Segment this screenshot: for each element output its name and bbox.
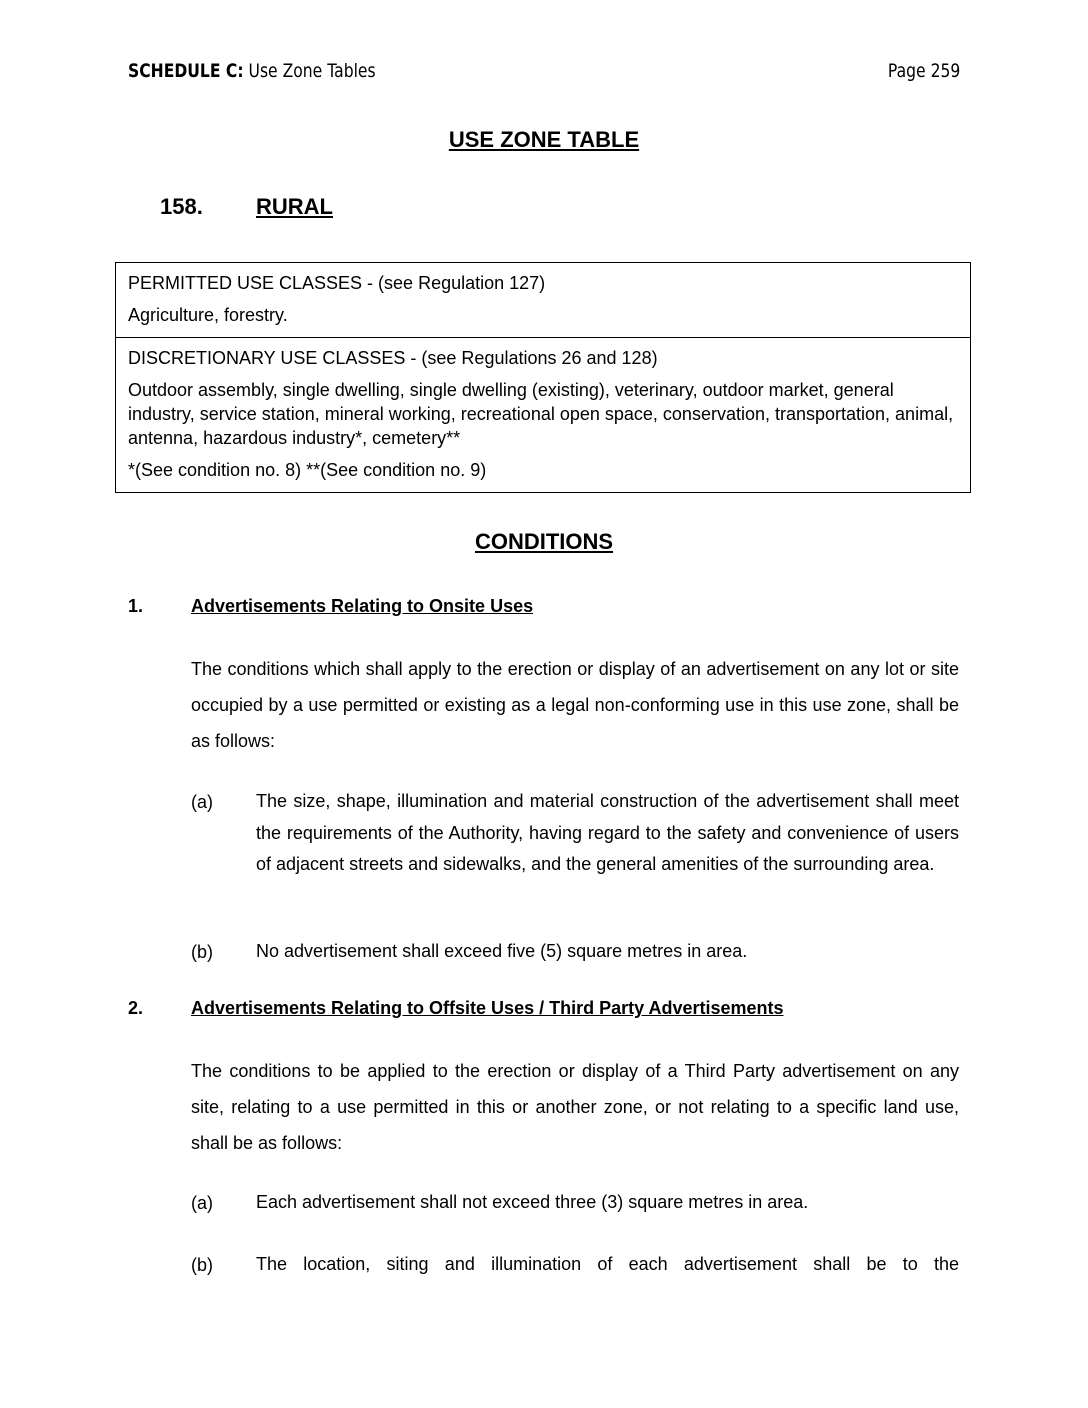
section-number: 158. bbox=[160, 194, 203, 219]
item-label: (a) bbox=[191, 792, 213, 812]
page-number: Page 259 bbox=[887, 60, 960, 82]
schedule-title: Use Zone Tables bbox=[248, 60, 376, 82]
condition-intro: The conditions to be applied to the erection or display of a Third Party advertisement on any site, relating to a use permitted in this or another zone, or not relating to a specific land use, shall be as follows: bbox=[191, 1061, 959, 1153]
condition-number: 2. bbox=[128, 998, 144, 1018]
item-text: The location, siting and illumination of each advertisement shall be to the bbox=[256, 1254, 959, 1274]
page-title-text: USE ZONE TABLE bbox=[448, 127, 640, 152]
condition-number: 1. bbox=[128, 596, 144, 616]
discretionary-text: Outdoor assembly, single dwelling, single dwelling (existing), veterinary, outdoor market, general industry, service station, mineral working, recreational open space, conservation, transportation, animal, antenna, hazardous industry*, cemetery** bbox=[128, 380, 954, 448]
discretionary-note: *(See condition no. 8) **(See condition no. 9) bbox=[128, 460, 487, 480]
permitted-heading: PERMITTED USE CLASSES - (see Regulation 127) bbox=[128, 273, 546, 293]
conditions-heading: CONDITIONS bbox=[474, 529, 614, 554]
item-label: (b) bbox=[191, 1255, 213, 1275]
discretionary-use-cell bbox=[116, 337, 970, 492]
item-label: (a) bbox=[191, 1193, 213, 1213]
item-text: Each advertisement shall not exceed three (3) square metres in area. bbox=[256, 1192, 809, 1212]
item-label: (b) bbox=[191, 942, 213, 962]
permitted-text: Agriculture, forestry. bbox=[128, 305, 288, 325]
running-header-left bbox=[128, 60, 376, 82]
condition-intro: The conditions which shall apply to the erection or display of an advertisement on any lot or site occupied by a use permitted or existing as a legal non-conforming use in this use zone, shall be as follows: bbox=[191, 659, 959, 751]
schedule-label: SCHEDULE C: bbox=[128, 60, 244, 82]
condition-title: Advertisements Relating to Offsite Uses / Third Party Advertisements bbox=[191, 998, 784, 1018]
permitted-use-cell bbox=[116, 263, 970, 337]
condition-title: Advertisements Relating to Onsite Uses bbox=[191, 596, 534, 616]
use-zone-table bbox=[115, 262, 971, 493]
page-title bbox=[0, 127, 1088, 153]
item-text: No advertisement shall exceed five (5) square metres in area. bbox=[256, 941, 748, 961]
discretionary-heading: DISCRETIONARY USE CLASSES - (see Regulations 26 and 128) bbox=[128, 348, 658, 368]
item-text: The size, shape, illumination and material construction of the advertisement shall meet the requirements of the Authority, having regard to the safety and convenience of users of adjacent streets and sidewalks, and the general amenities of the surrounding area. bbox=[256, 791, 959, 874]
section-name: RURAL bbox=[256, 194, 333, 219]
